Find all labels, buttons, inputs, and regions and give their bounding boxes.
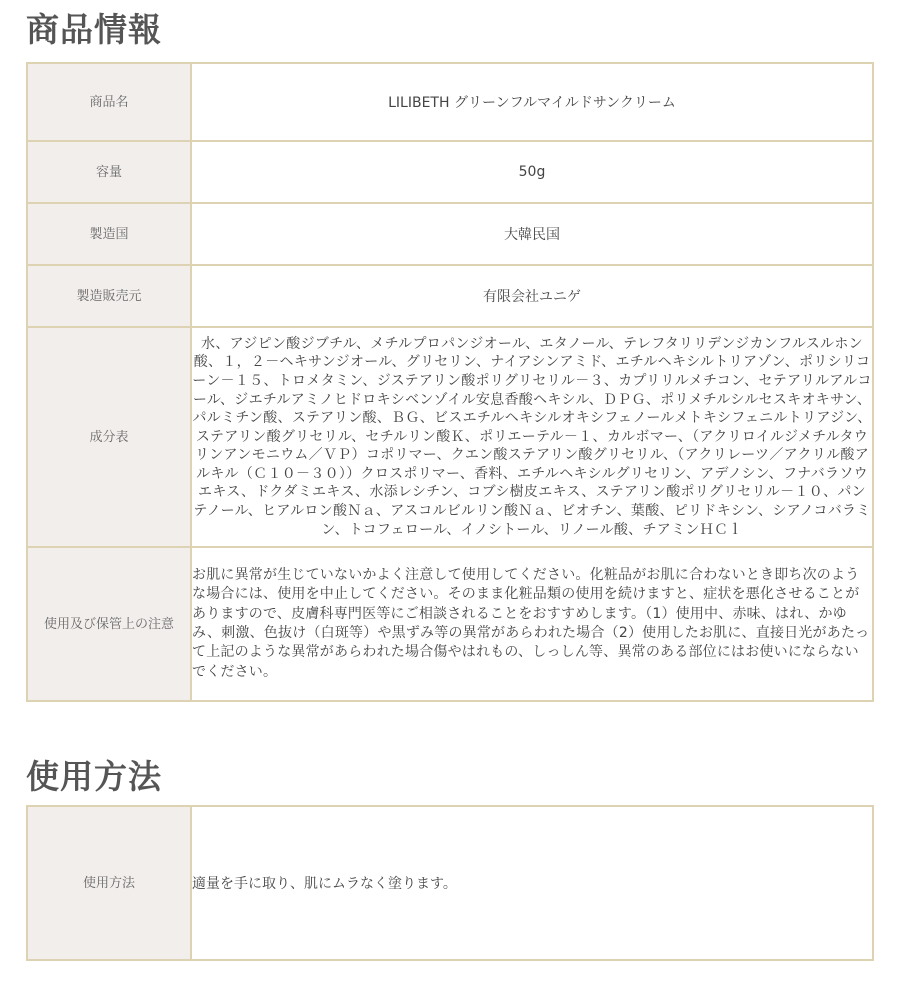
label-ingredients: 成分表 (27, 327, 191, 547)
value-usage: 適量を手に取り、肌にムラなく塗ります。 (191, 806, 873, 960)
value-country: 大韓民国 (191, 203, 873, 265)
value-volume: 50g (191, 141, 873, 203)
label-product-name: 商品名 (27, 63, 191, 141)
product-info-table (26, 62, 874, 702)
table-row-caution (27, 547, 873, 701)
label-manufacturer: 製造販売元 (27, 265, 191, 327)
table-row-country (27, 203, 873, 265)
table-row-manufacturer (27, 265, 873, 327)
value-caution: お肌に異常が生じていないかよく注意して使用してください。化粧品がお肌に合わないとき即ち次のような場合には、使用を中止してください。そのまま化粧品類の使用を続けますと、症状を悪化させることがありますので、皮膚科専門医等にご相談されることをおすすめします。（1）使用中、赤味、はれ、かゆみ、刺激、色抜け（白斑等）や黒ずみ等の異常があらわれた場合（2）使用したお肌に、直接日光があたって上記のような異常があらわれた場合傷やはれもの、しっしん等、異常のある部位にはお使いにならないでください。 (191, 547, 873, 701)
product-info-title: 商品情報 (26, 10, 162, 49)
label-usage: 使用方法 (27, 806, 191, 960)
value-manufacturer: 有限会社ユニゲ (191, 265, 873, 327)
table-row-product-name (27, 63, 873, 141)
value-product-name: LILIBETH グリーンフルマイルドサンクリーム (191, 63, 873, 141)
table-row-volume (27, 141, 873, 203)
usage-table (26, 805, 874, 961)
value-ingredients: 水、アジピン酸ジブチル、メチルプロパンジオール、エタノール、テレフタリリデンジカンフルスルホン酸、１，２－ヘキサンジオール、グリセリン、ナイアシンアミド、エチルヘキシルトリアゾン、ポリシリコーン－１５、トロメタミン、ジステアリン酸ポリグリセリル－３、カプリリルメチコン、セテアリルアルコール、ジエチルアミノヒドロキシベンゾイル安息香酸ヘキシル、ＤＰＧ、ポリメチルシルセスキオキサン、パルミチン酸、ステアリン酸、ＢＧ、ビスエチルヘキシルオキシフェノールメトキシフェニルトリアジン、ステアリン酸グリセリル、セチルリン酸Ｋ、ポリエーテル－１、カルボマー、（アクリロイルジメチルタウリンアンモニウム／ＶＰ）コポリマー、クエン酸ステアリン酸グリセリル、（アクリレーツ／アクリル酸アルキル（Ｃ１０－３０））クロスポリマー、香料、エチルヘキシルグリセリン、アデノシン、フナバラソウエキス、ドクダミエキス、水添レシチン、コブシ樹皮エキス、ステアリン酸ポリグリセリル－１０、パンテノール、ヒアルロン酸Ｎａ、アスコルビルリン酸Ｎａ、ビオチン、葉酸、ピリドキシン、シアノコバラミン、トコフェロール、イノシトール、リノール酸、チアミンＨＣｌ (191, 327, 873, 547)
table-row-ingredients (27, 327, 873, 547)
label-volume: 容量 (27, 141, 191, 203)
label-country: 製造国 (27, 203, 191, 265)
table-row-usage (27, 806, 873, 960)
label-caution: 使用及び保管上の注意 (27, 547, 191, 701)
usage-title: 使用方法 (26, 757, 162, 796)
